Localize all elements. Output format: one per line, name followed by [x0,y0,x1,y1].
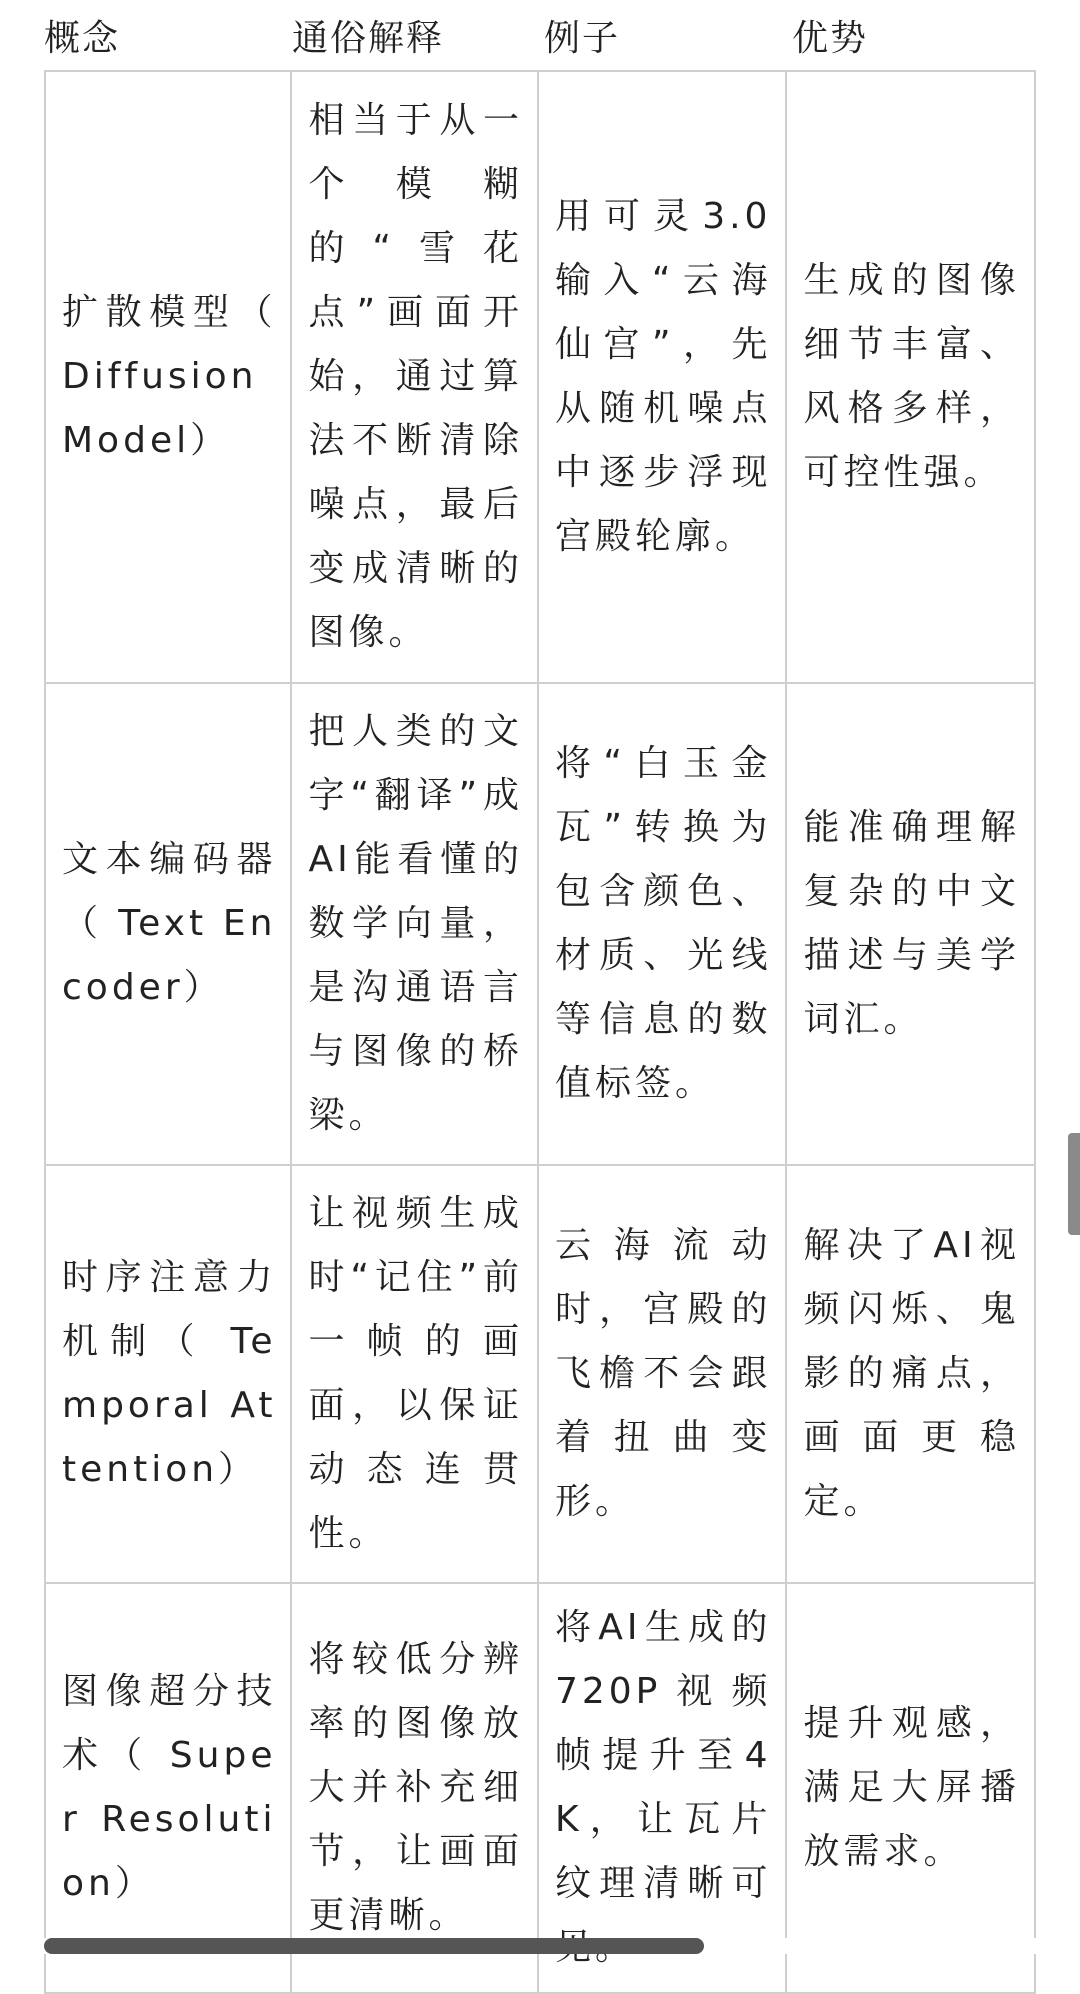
horizontal-scrollbar-thumb[interactable] [44,1938,704,1954]
cell-explanation: 相当于从一个模糊的“雪花点”画面开始，通过算法不断清除噪点，最后变成清晰的图像。 [291,71,537,683]
table-row [45,71,1035,683]
cell-advantage: 解决了AI视频闪烁、鬼影的痛点，画面更稳定。 [786,1165,1035,1583]
side-scroll-handle[interactable] [1068,1133,1080,1235]
cell-concept: 图像超分技术（ Super Resolution） [45,1583,291,1993]
cell-explanation: 把人类的文字“翻译”成AI能看懂的数学向量，是沟通语言与图像的桥梁。 [291,683,537,1165]
cell-advantage: 能准确理解复杂的中文描述与美学词汇。 [786,683,1035,1165]
cell-concept: 时序注意力机制（ Temporal Attention） [45,1165,291,1583]
cell-advantage: 提升观感，满足大屏播放需求。 [786,1583,1035,1993]
cell-advantage: 生成的图像细节丰富、风格多样，可控性强。 [786,71,1035,683]
table-row [45,1583,1035,1993]
cell-concept: 文本编码器（ Text Encoder） [45,683,291,1165]
cell-concept: 扩散模型（ Diffusion Model） [45,71,291,683]
header-advantage: 优势 [792,18,869,59]
header-explanation: 通俗解释 [292,18,445,59]
header-example: 例子 [544,18,621,59]
cell-explanation: 让视频生成时“记住”前一帧的画面，以保证动态连贯性。 [291,1165,537,1583]
cell-explanation: 将较低分辨率的图像放大并补充细节，让画面更清晰。 [291,1583,537,1993]
cell-example: 用可灵3.0输入“云海仙宫”，先从随机噪点中逐步浮现宫殿轮廓。 [538,71,787,683]
table-header [0,0,1040,72]
cell-example: 将“白玉金瓦”转换为包含颜色、材质、光线等信息的数值标签。 [538,683,787,1165]
header-concept: 概念 [44,18,121,59]
cell-example: 云海流动时，宫殿的飞檐不会跟着扭曲变形。 [538,1165,787,1583]
cell-example: 将AI生成的720P视频帧提升至4K，让瓦片纹理清晰可 [538,1583,787,1993]
table-row [45,683,1035,1165]
table-row [45,1165,1035,1583]
concept-table [44,70,1036,1994]
